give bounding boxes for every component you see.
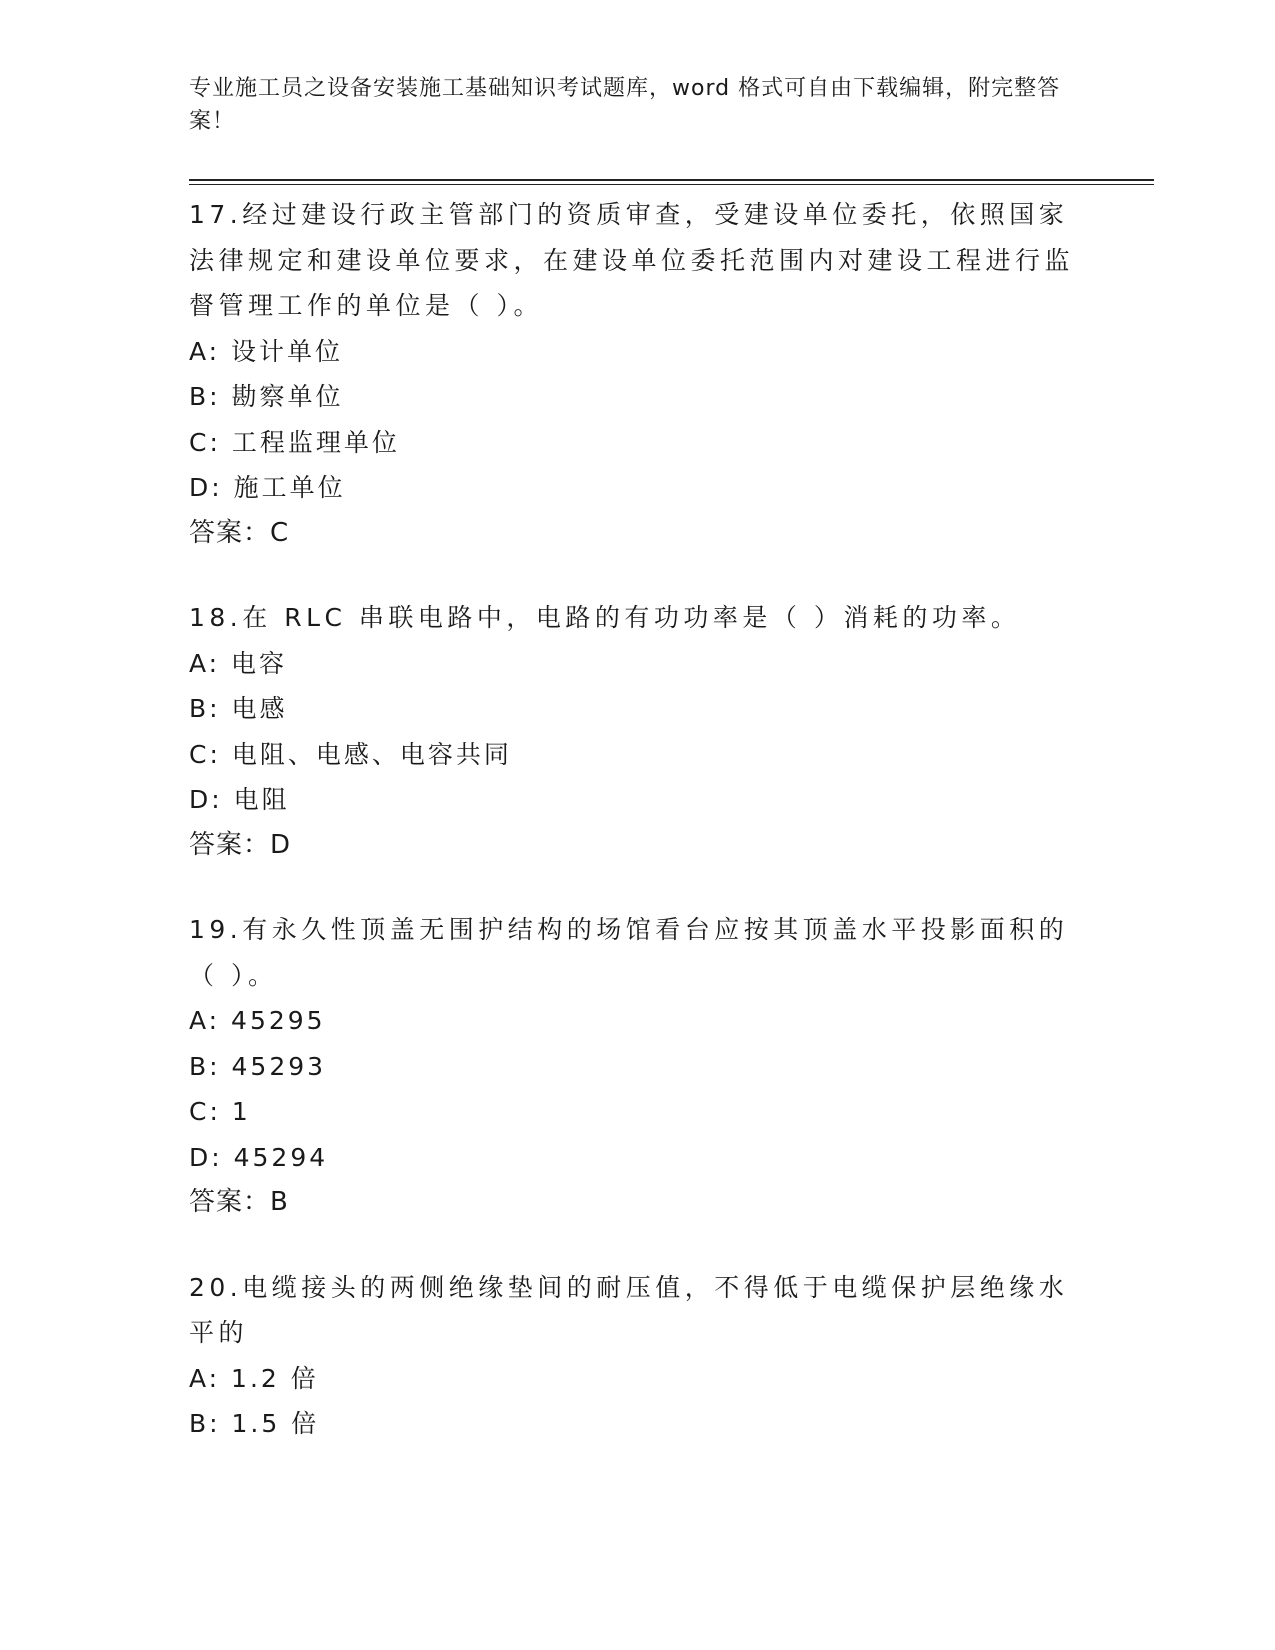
option-a: A: 设计单位 [189,336,344,366]
question-text: 17.经过建设行政主管部门的资质审查，受建设单位委托，依照国家法律规定和建设单位要求，在建设单位委托范围内对建设工程进行监督管理工作的单位是（ ）。 [189,200,1075,320]
question-text: 18.在 RLC 串联电路中，电路的有功功率是（ ）消耗的功率。 [189,603,1021,632]
answer-line: 答案：B [189,1187,289,1217]
option-a: A: 1.2 倍 [189,1363,319,1393]
option-a: A: 电容 [189,648,288,678]
option-c: C: 工程监理单位 [189,427,400,457]
document-intro: 专业施工员之设备安装施工基础知识考试题库，word 格式可自由下载编辑，附完整答案！ [189,76,1061,134]
option-d: D: 施工单位 [189,473,346,502]
question-17 [189,192,1089,556]
header-divider-thick [189,179,1154,181]
question-18 [189,595,1089,868]
question-text: 20.电缆接头的两侧绝缘垫间的耐压值，不得低于电缆保护层绝缘水平的 [189,1272,1069,1347]
header-divider-thin [189,184,1154,185]
question-list [189,192,1089,1486]
option-b: B: 电感 [189,694,288,723]
option-a: A: 45295 [189,1006,326,1035]
option-b: B: 勘察单位 [189,382,344,411]
option-d: D: 电阻 [189,785,290,814]
question-19 [189,907,1089,1226]
option-b: B: 1.5 倍 [189,1409,320,1438]
option-c: C: 1 [189,1097,251,1126]
option-d: D: 45294 [189,1142,329,1172]
option-b: B: 45293 [189,1051,327,1081]
option-c: C: 电阻、电感、电容共同 [189,739,512,769]
answer-line: 答案：D [189,829,292,860]
answer-line: 答案：C [189,517,290,548]
question-20 [189,1265,1089,1447]
question-text: 19.有永久性顶盖无围护结构的场馆看台应按其顶盖水平投影面积的（ ）。 [189,915,1069,990]
